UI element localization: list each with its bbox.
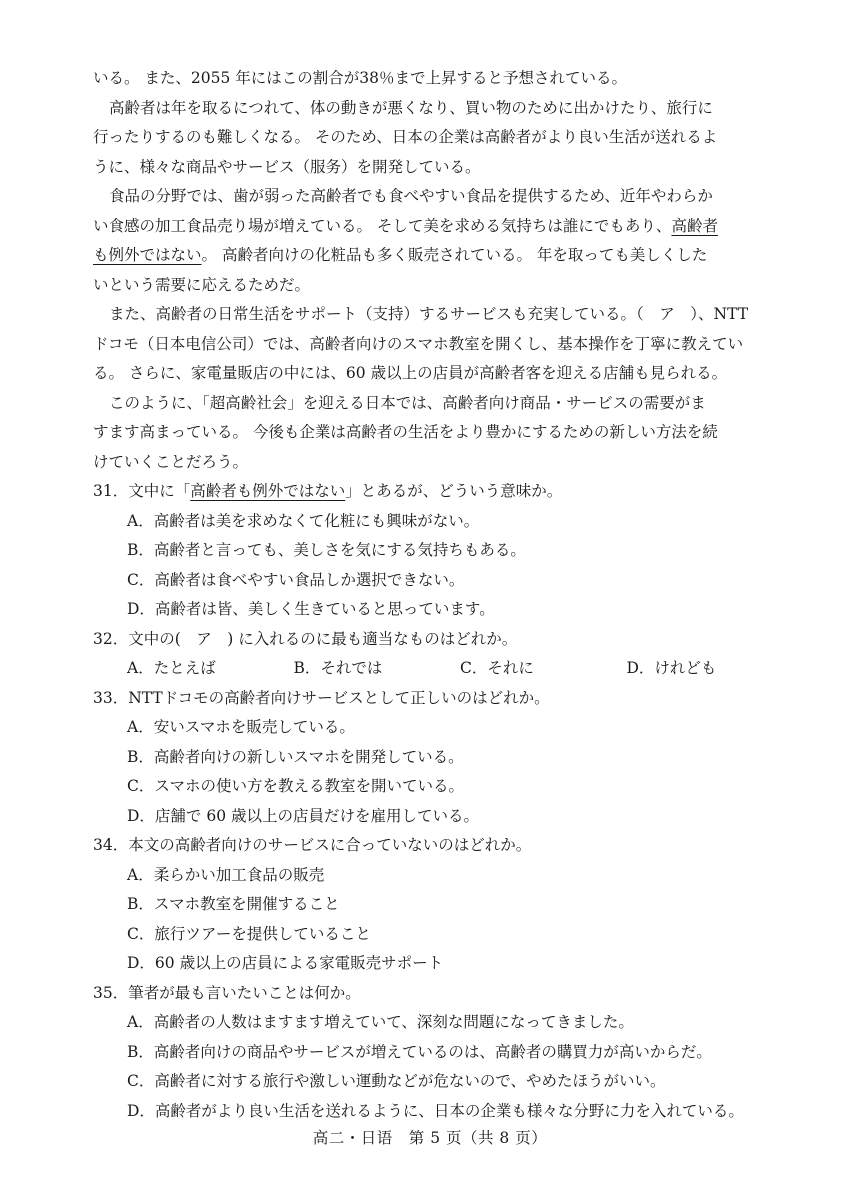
passage-text: い食感の加工食品売り場が増えている。 そして美を求める気持ちは誰にでもあり、 [93,216,672,235]
passage-text: 。 高齢者向けの化粧品も多く販売されている。 年を取っても美しくした [201,246,708,264]
passage-line: うに、様々な商品やサービス（服务）を開発している。 [93,157,481,176]
passage-line: る。 さらに、家電量販店の中には、60 歳以上の店員が高齢者客を迎える店舗も見られる。 [93,364,728,382]
question-32-options [93,654,793,684]
passage-line: すます高まっている。 今後も企業は高齢者の生活をより豊かにするための新しい方法を続 [93,423,718,441]
question-33-stem: 33．NTTドコモの高齢者向けサービスとして正しいのはどれか。 [93,688,550,707]
option-33-b: B．高齢者向けの新しいスマホを開発している。 [127,747,464,766]
option-33-c: C．スマホの使い方を教える教室を開いている。 [127,777,465,795]
passage-line [93,241,773,271]
option-34-b: B．スマホ教室を開催すること [127,895,340,913]
option-35-c: C．高齢者に対する旅行や激しい運動などが危ないので、やめたほうがいい。 [127,1072,666,1090]
question-35-stem: 35．筆者が最も言いたいことは何か。 [93,983,361,1002]
question-text: 」とあるが、どういう意味か。 [345,482,563,500]
passage-line: いる。 また、2055 年にはこの割合が38％まで上昇すると予想されている。 [93,69,628,87]
question-text: 31．文中に「 [93,482,191,500]
option-33-d: D．店舗で 60 歳以上の店員だけを雇用している。 [127,806,480,825]
passage-line: また、高齢者の日常生活をサポート（支持）するサービスも充実している。（ ア ）、NTT [109,305,749,323]
question-list [93,477,793,1126]
option-32-a: A．たとえば [127,659,216,677]
passage-line: このように、「超高齢社会」を迎える日本では、高齢者向け商品・サービスの需要がま [109,393,706,412]
passage-line: 高齢者は年を取るにつれて、体の動きが悪くなり、買い物のために出かけたり、旅行に [109,98,713,117]
passage-line: けていくことだろう。 [93,452,249,471]
option-35-b: B．高齢者向けの商品やサービスが増えているのは、高齢者の購買力が高いからだ。 [127,1042,712,1061]
option-35-d: D．高齢者がより良い生活を送れるように、日本の企業も様々な分野に力を入れている。 [127,1101,744,1120]
option-31-b: B．高齢者と言っても、美しさを気にする気持ちもある。 [127,541,526,559]
reading-passage [93,64,773,477]
underlined-phrase: 高齢者も例外ではない [190,482,346,500]
underlined-phrase: 高齢者 [671,216,718,235]
passage-line: 行ったりするのも難しくなる。 そのため、日本の企業は高齢者がより良い生活が送れるよ [93,128,718,146]
question-34-stem: 34．本文の高齢者向けのサービスに合っていないのはどれか。 [93,836,532,854]
passage-line [93,212,773,242]
option-34-a: A．柔らかい加工食品の販売 [127,865,325,884]
passage-line: 食品の分野では、歯が弱った高齢者でも食べやすい食品を提供するため、近年やわらか [109,187,713,205]
option-32-d: D．けれども [626,659,717,677]
option-35-a: A．高齢者の人数はますます増えていて、深刻な問題になってきました。 [127,1013,634,1031]
option-32-c: C．それに [460,659,534,677]
question-32-stem: 32．文中の( ア ) に入れるのに最も適当なものはどれか。 [93,629,518,648]
option-31-c: C．高齢者は食べやすい食品しか選択できない。 [127,570,465,589]
option-31-d: D．高齢者は皆、美しく生きていると思っています。 [127,600,495,618]
page-footer: 高二・日语 第 5 页（共 8 页） [312,1129,548,1147]
option-33-a: A．安いスマホを販売している。 [127,718,355,736]
underlined-phrase: も例外ではない [93,246,202,264]
option-34-c: C．旅行ツアーを提供していること [127,924,371,943]
question-31-stem [93,477,793,507]
option-34-d: D．60 歳以上の店員による家電販売サポート [127,954,444,972]
option-32-b: B．それでは [293,659,383,677]
option-31-a: A．高齢者は美を求めなくて化粧にも興味がない。 [127,511,480,530]
passage-line: いという需要に応えるためだ。 [93,275,311,294]
passage-line: ドコモ（日本电信公司）では、高齢者向けのスマホ教室を開くし、基本操作を丁寧に教えてい [93,334,744,353]
